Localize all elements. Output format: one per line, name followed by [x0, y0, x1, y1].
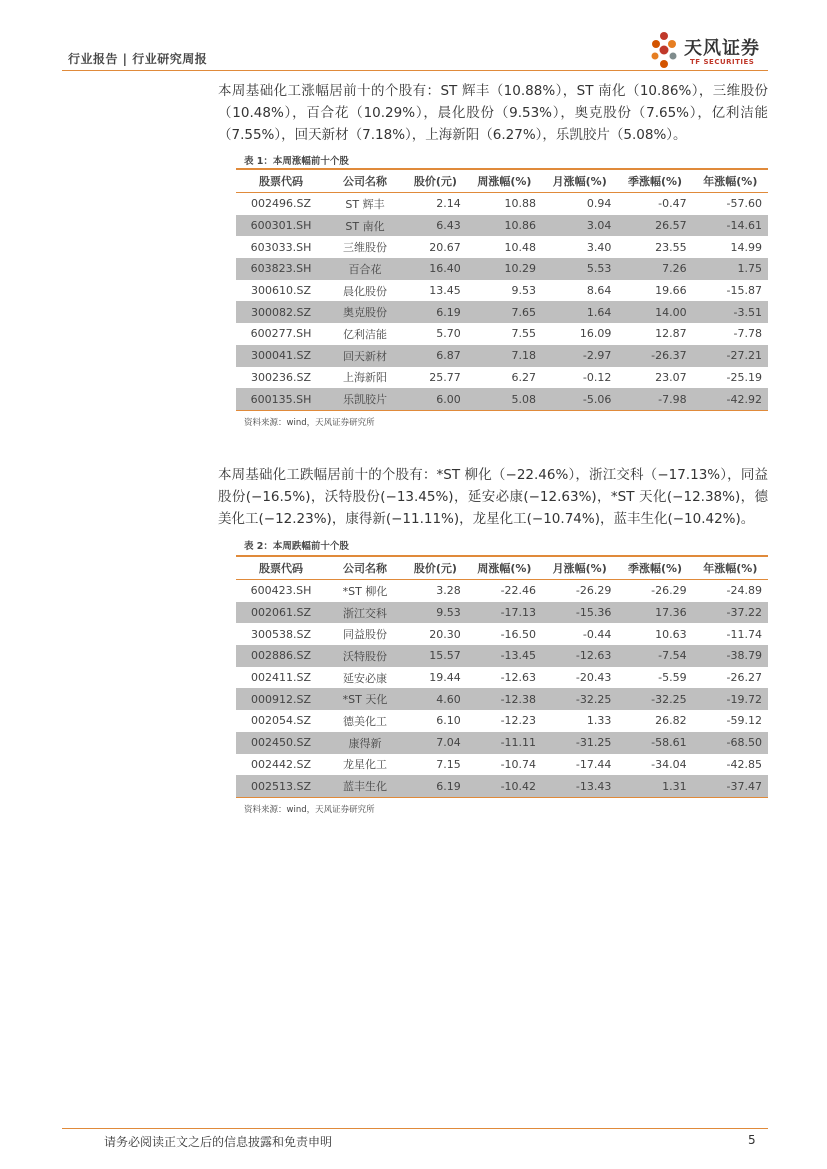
price-cell: 25.77 [429, 370, 461, 384]
quarterly-change-cell: 23.07 [655, 370, 687, 384]
table-row [236, 667, 768, 689]
weekly-change-cell: -16.50 [500, 627, 537, 641]
price-cell: 19.44 [429, 671, 461, 685]
company-name-cell: 百合花 [326, 258, 404, 280]
column-header: 周涨幅(%) [467, 556, 542, 580]
stock-code-cell: 300538.SZ [250, 627, 311, 641]
weekly-change-cell: 10.48 [504, 240, 537, 254]
company-name-cell: *ST 天化 [326, 688, 404, 710]
quarterly-change-cell: 26.82 [655, 714, 687, 728]
quarterly-change-cell: -58.61 [617, 732, 692, 754]
quarterly-change-cell: 7.26 [617, 258, 692, 280]
company-name-cell: 延安必康 [343, 671, 387, 685]
table-row [236, 388, 768, 410]
weekly-change-cell: -13.45 [467, 645, 542, 667]
stock-code-cell: 002513.SZ [236, 775, 326, 797]
quarterly-change-cell: 23.55 [655, 240, 687, 254]
table-row [236, 754, 768, 776]
yearly-change-cell: -26.27 [726, 671, 762, 685]
yearly-change-cell: -7.78 [733, 327, 762, 341]
column-header: 月涨幅(%) [542, 556, 617, 580]
stock-code-cell: 603033.SH [250, 240, 312, 254]
column-header: 公司名称 [326, 556, 404, 580]
table-row [236, 193, 768, 215]
table-row [236, 345, 768, 367]
losers-paragraph: 本周基础化工跌幅居前十的个股有：*ST 柳化（−22.46%），浙江交科（−17.13%），同益股份(−16.5%)，沃特股份(−13.45%)，延安必康(−12.63%)，*ST 天化(−12.38%)，德美化工(−12.23%)，康得新(−11.11%)，龙星化工(−10.74%)，蓝丰生化(−10.42%)。 [218, 467, 768, 527]
company-name-cell: 奥克股份 [326, 301, 404, 323]
gainers-paragraph: 本周基础化工涨幅居前十的个股有：ST 辉丰（10.88%），ST 南化（10.86%），三维股份（10.48%），百合花（10.29%），晨化股份（9.53%），奥克股份（7.65%），亿利洁能（7.55%），回天新材（7.18%），上海新阳（6.27%），乐凯胶片（5.08%）。 [218, 83, 768, 143]
monthly-change-cell: 0.94 [586, 197, 612, 211]
stock-code-cell: 300041.SZ [236, 345, 326, 367]
weekly-change-cell: -22.46 [500, 584, 537, 598]
weekly-change-cell: 7.65 [467, 301, 542, 323]
table-header-row [236, 556, 768, 580]
company-name-cell: 亿利洁能 [343, 327, 387, 341]
company-name-cell: 龙星化工 [343, 758, 387, 772]
yearly-change-cell: -38.79 [693, 645, 768, 667]
yearly-change-cell: -27.21 [693, 345, 768, 367]
weekly-change-cell: 10.29 [467, 258, 542, 280]
column-header: 股价(元) [404, 169, 467, 193]
company-name-cell: 康得新 [326, 732, 404, 754]
yearly-change-cell: -68.50 [693, 732, 768, 754]
table-row [236, 323, 768, 345]
stock-code-cell: 002450.SZ [236, 732, 326, 754]
yearly-change-cell: -24.89 [726, 584, 762, 598]
table-row [236, 732, 768, 754]
company-name-cell: 回天新材 [326, 345, 404, 367]
monthly-change-cell: -5.06 [542, 388, 617, 410]
flower-logo-icon [650, 28, 686, 72]
price-cell: 2.14 [436, 197, 461, 211]
stock-code-cell: 600423.SH [250, 584, 312, 598]
yearly-change-cell: -37.47 [693, 775, 768, 797]
quarterly-change-cell: -26.29 [651, 584, 687, 598]
price-cell: 7.15 [436, 757, 461, 771]
yearly-change-cell: -42.92 [693, 388, 768, 410]
column-header: 月涨幅(%) [542, 169, 617, 193]
yearly-change-cell: -19.72 [693, 688, 768, 710]
yearly-change-cell: -25.19 [726, 370, 762, 384]
weekly-change-cell: 10.86 [467, 215, 542, 237]
price-cell: 5.70 [436, 327, 461, 341]
price-cell: 16.40 [404, 258, 467, 280]
quarterly-change-cell: -34.04 [651, 757, 687, 771]
stock-code-cell: 300082.SZ [236, 301, 326, 323]
price-cell: 20.67 [429, 240, 461, 254]
yearly-change-cell: -3.51 [693, 301, 768, 323]
company-name-cell: 同益股份 [343, 628, 387, 642]
stock-code-cell: 002061.SZ [236, 602, 326, 624]
weekly-change-cell: -10.74 [500, 757, 537, 771]
monthly-change-cell: -17.44 [575, 757, 612, 771]
column-header: 股票代码 [236, 556, 326, 580]
price-cell: 6.00 [404, 388, 467, 410]
company-logo [650, 28, 770, 72]
weekly-change-cell: -12.38 [467, 688, 542, 710]
table1-source: 资料来源：wind，天风证券研究所 [244, 418, 375, 428]
price-cell: 6.87 [404, 345, 467, 367]
price-cell: 13.45 [429, 284, 461, 298]
company-name-cell: 晨化股份 [343, 284, 387, 298]
price-cell: 4.60 [404, 688, 467, 710]
company-name-cell: 乐凯胶片 [326, 388, 404, 410]
column-header: 周涨幅(%) [467, 169, 542, 193]
page-number: 5 [748, 1133, 756, 1147]
table2-source: 资料来源：wind，天风证券研究所 [244, 805, 375, 815]
top-gainers-table [236, 168, 768, 411]
table-row [236, 280, 768, 302]
table-row [236, 645, 768, 667]
quarterly-change-cell: 19.66 [655, 284, 687, 298]
monthly-change-cell: 1.64 [542, 301, 617, 323]
weekly-change-cell: -12.63 [500, 671, 537, 685]
column-header: 股价(元) [404, 556, 467, 580]
weekly-change-cell: 5.08 [467, 388, 542, 410]
price-cell: 9.53 [404, 602, 467, 624]
company-name-cell: 沃特股份 [326, 645, 404, 667]
monthly-change-cell: -12.63 [542, 645, 617, 667]
price-cell: 7.04 [404, 732, 467, 754]
weekly-change-cell: 7.55 [511, 327, 537, 341]
company-name-cell: 德美化工 [343, 714, 387, 728]
monthly-change-cell: -32.25 [542, 688, 617, 710]
table-row [236, 301, 768, 323]
monthly-change-cell: 5.53 [542, 258, 617, 280]
monthly-change-cell: -13.43 [542, 775, 617, 797]
table-row [236, 710, 768, 732]
stock-code-cell: 300610.SZ [250, 284, 311, 298]
price-cell: 6.19 [404, 775, 467, 797]
table-row [236, 623, 768, 645]
table-row [236, 688, 768, 710]
quarterly-change-cell: 1.31 [617, 775, 692, 797]
stock-code-cell: 002886.SZ [236, 645, 326, 667]
price-cell: 15.57 [404, 645, 467, 667]
stock-code-cell: 600277.SH [250, 327, 312, 341]
weekly-change-cell: -12.23 [500, 714, 537, 728]
table-row [236, 367, 768, 389]
weekly-change-cell: -11.11 [467, 732, 542, 754]
monthly-change-cell: 3.40 [586, 240, 612, 254]
table-header-row [236, 169, 768, 193]
monthly-change-cell: 8.64 [586, 284, 612, 298]
quarterly-change-cell: -26.37 [617, 345, 692, 367]
quarterly-change-cell: -7.98 [617, 388, 692, 410]
company-name-cell: ST 辉丰 [345, 197, 385, 211]
quarterly-change-cell: -5.59 [658, 671, 687, 685]
monthly-change-cell: -15.36 [542, 602, 617, 624]
quarterly-change-cell: 12.87 [655, 327, 687, 341]
column-header: 年涨幅(%) [693, 556, 768, 580]
yearly-change-cell: -14.61 [693, 215, 768, 237]
quarterly-change-cell: -0.47 [658, 197, 687, 211]
monthly-change-cell: 3.04 [542, 215, 617, 237]
weekly-change-cell: 9.53 [511, 284, 537, 298]
stock-code-cell: 002411.SZ [250, 671, 311, 685]
price-cell: 3.28 [436, 584, 461, 598]
table-row [236, 258, 768, 280]
stock-code-cell: 600301.SH [236, 215, 326, 237]
table-row [236, 602, 768, 624]
column-header: 股票代码 [236, 169, 326, 193]
stock-code-cell: 002054.SZ [250, 714, 311, 728]
logo-english-text: TF SECURITIES [690, 58, 755, 66]
quarterly-change-cell: -32.25 [617, 688, 692, 710]
stock-code-cell: 002496.SZ [250, 197, 311, 211]
stock-code-cell: 300236.SZ [250, 370, 311, 384]
column-header: 年涨幅(%) [693, 169, 768, 193]
table1-caption: 表 1：本周涨幅前十个股 [244, 156, 349, 167]
weekly-change-cell: 7.18 [467, 345, 542, 367]
table-row [236, 775, 768, 797]
monthly-change-cell: -20.43 [575, 671, 612, 685]
company-name-cell: ST 南化 [326, 215, 404, 237]
price-cell: 6.10 [436, 714, 461, 728]
monthly-change-cell: 16.09 [579, 327, 612, 341]
monthly-change-cell: -0.44 [582, 627, 612, 641]
monthly-change-cell: -26.29 [575, 584, 612, 598]
stock-code-cell: 002442.SZ [250, 757, 311, 771]
column-header: 公司名称 [326, 169, 404, 193]
monthly-change-cell: 1.33 [586, 714, 612, 728]
quarterly-change-cell: 26.57 [617, 215, 692, 237]
monthly-change-cell: -0.12 [582, 370, 612, 384]
footer-divider [62, 1128, 768, 1129]
price-cell: 6.43 [404, 215, 467, 237]
yearly-change-cell: -57.60 [726, 197, 762, 211]
table-row [236, 236, 768, 258]
weekly-change-cell: -10.42 [467, 775, 542, 797]
stock-code-cell: 600135.SH [236, 388, 326, 410]
weekly-change-cell: -17.13 [467, 602, 542, 624]
report-type-header: 行业报告 | 行业研究周报 [68, 52, 208, 66]
yearly-change-cell: -11.74 [726, 627, 762, 641]
monthly-change-cell: -31.25 [542, 732, 617, 754]
table-row [236, 215, 768, 237]
company-name-cell: 浙江交科 [326, 602, 404, 624]
yearly-change-cell: -15.87 [726, 284, 762, 298]
price-cell: 6.19 [404, 301, 467, 323]
yearly-change-cell: -37.22 [693, 602, 768, 624]
company-name-cell: 三维股份 [343, 241, 387, 255]
company-name-cell: *ST 柳化 [342, 584, 388, 598]
logo-chinese-text: 天风证券 [684, 38, 760, 59]
yearly-change-cell: -59.12 [726, 714, 762, 728]
company-name-cell: 上海新阳 [343, 371, 387, 385]
price-cell: 20.30 [429, 627, 461, 641]
monthly-change-cell: -2.97 [542, 345, 617, 367]
company-name-cell: 蓝丰生化 [326, 775, 404, 797]
column-header: 季涨幅(%) [617, 556, 692, 580]
table-row [236, 580, 768, 602]
quarterly-change-cell: 14.00 [617, 301, 692, 323]
weekly-change-cell: 6.27 [511, 370, 537, 384]
yearly-change-cell: 1.75 [693, 258, 768, 280]
yearly-change-cell: -42.85 [726, 757, 762, 771]
weekly-change-cell: 10.88 [504, 197, 537, 211]
quarterly-change-cell: 17.36 [617, 602, 692, 624]
quarterly-change-cell: 10.63 [655, 627, 687, 641]
disclaimer-notice: 请务必阅读正文之后的信息披露和免责申明 [104, 1135, 333, 1149]
yearly-change-cell: 14.99 [730, 240, 762, 254]
quarterly-change-cell: -7.54 [617, 645, 692, 667]
stock-code-cell: 603823.SH [236, 258, 326, 280]
table2-caption: 表 2：本周跌幅前十个股 [244, 541, 349, 552]
top-losers-table [236, 555, 768, 798]
stock-code-cell: 000912.SZ [236, 688, 326, 710]
column-header: 季涨幅(%) [617, 169, 692, 193]
